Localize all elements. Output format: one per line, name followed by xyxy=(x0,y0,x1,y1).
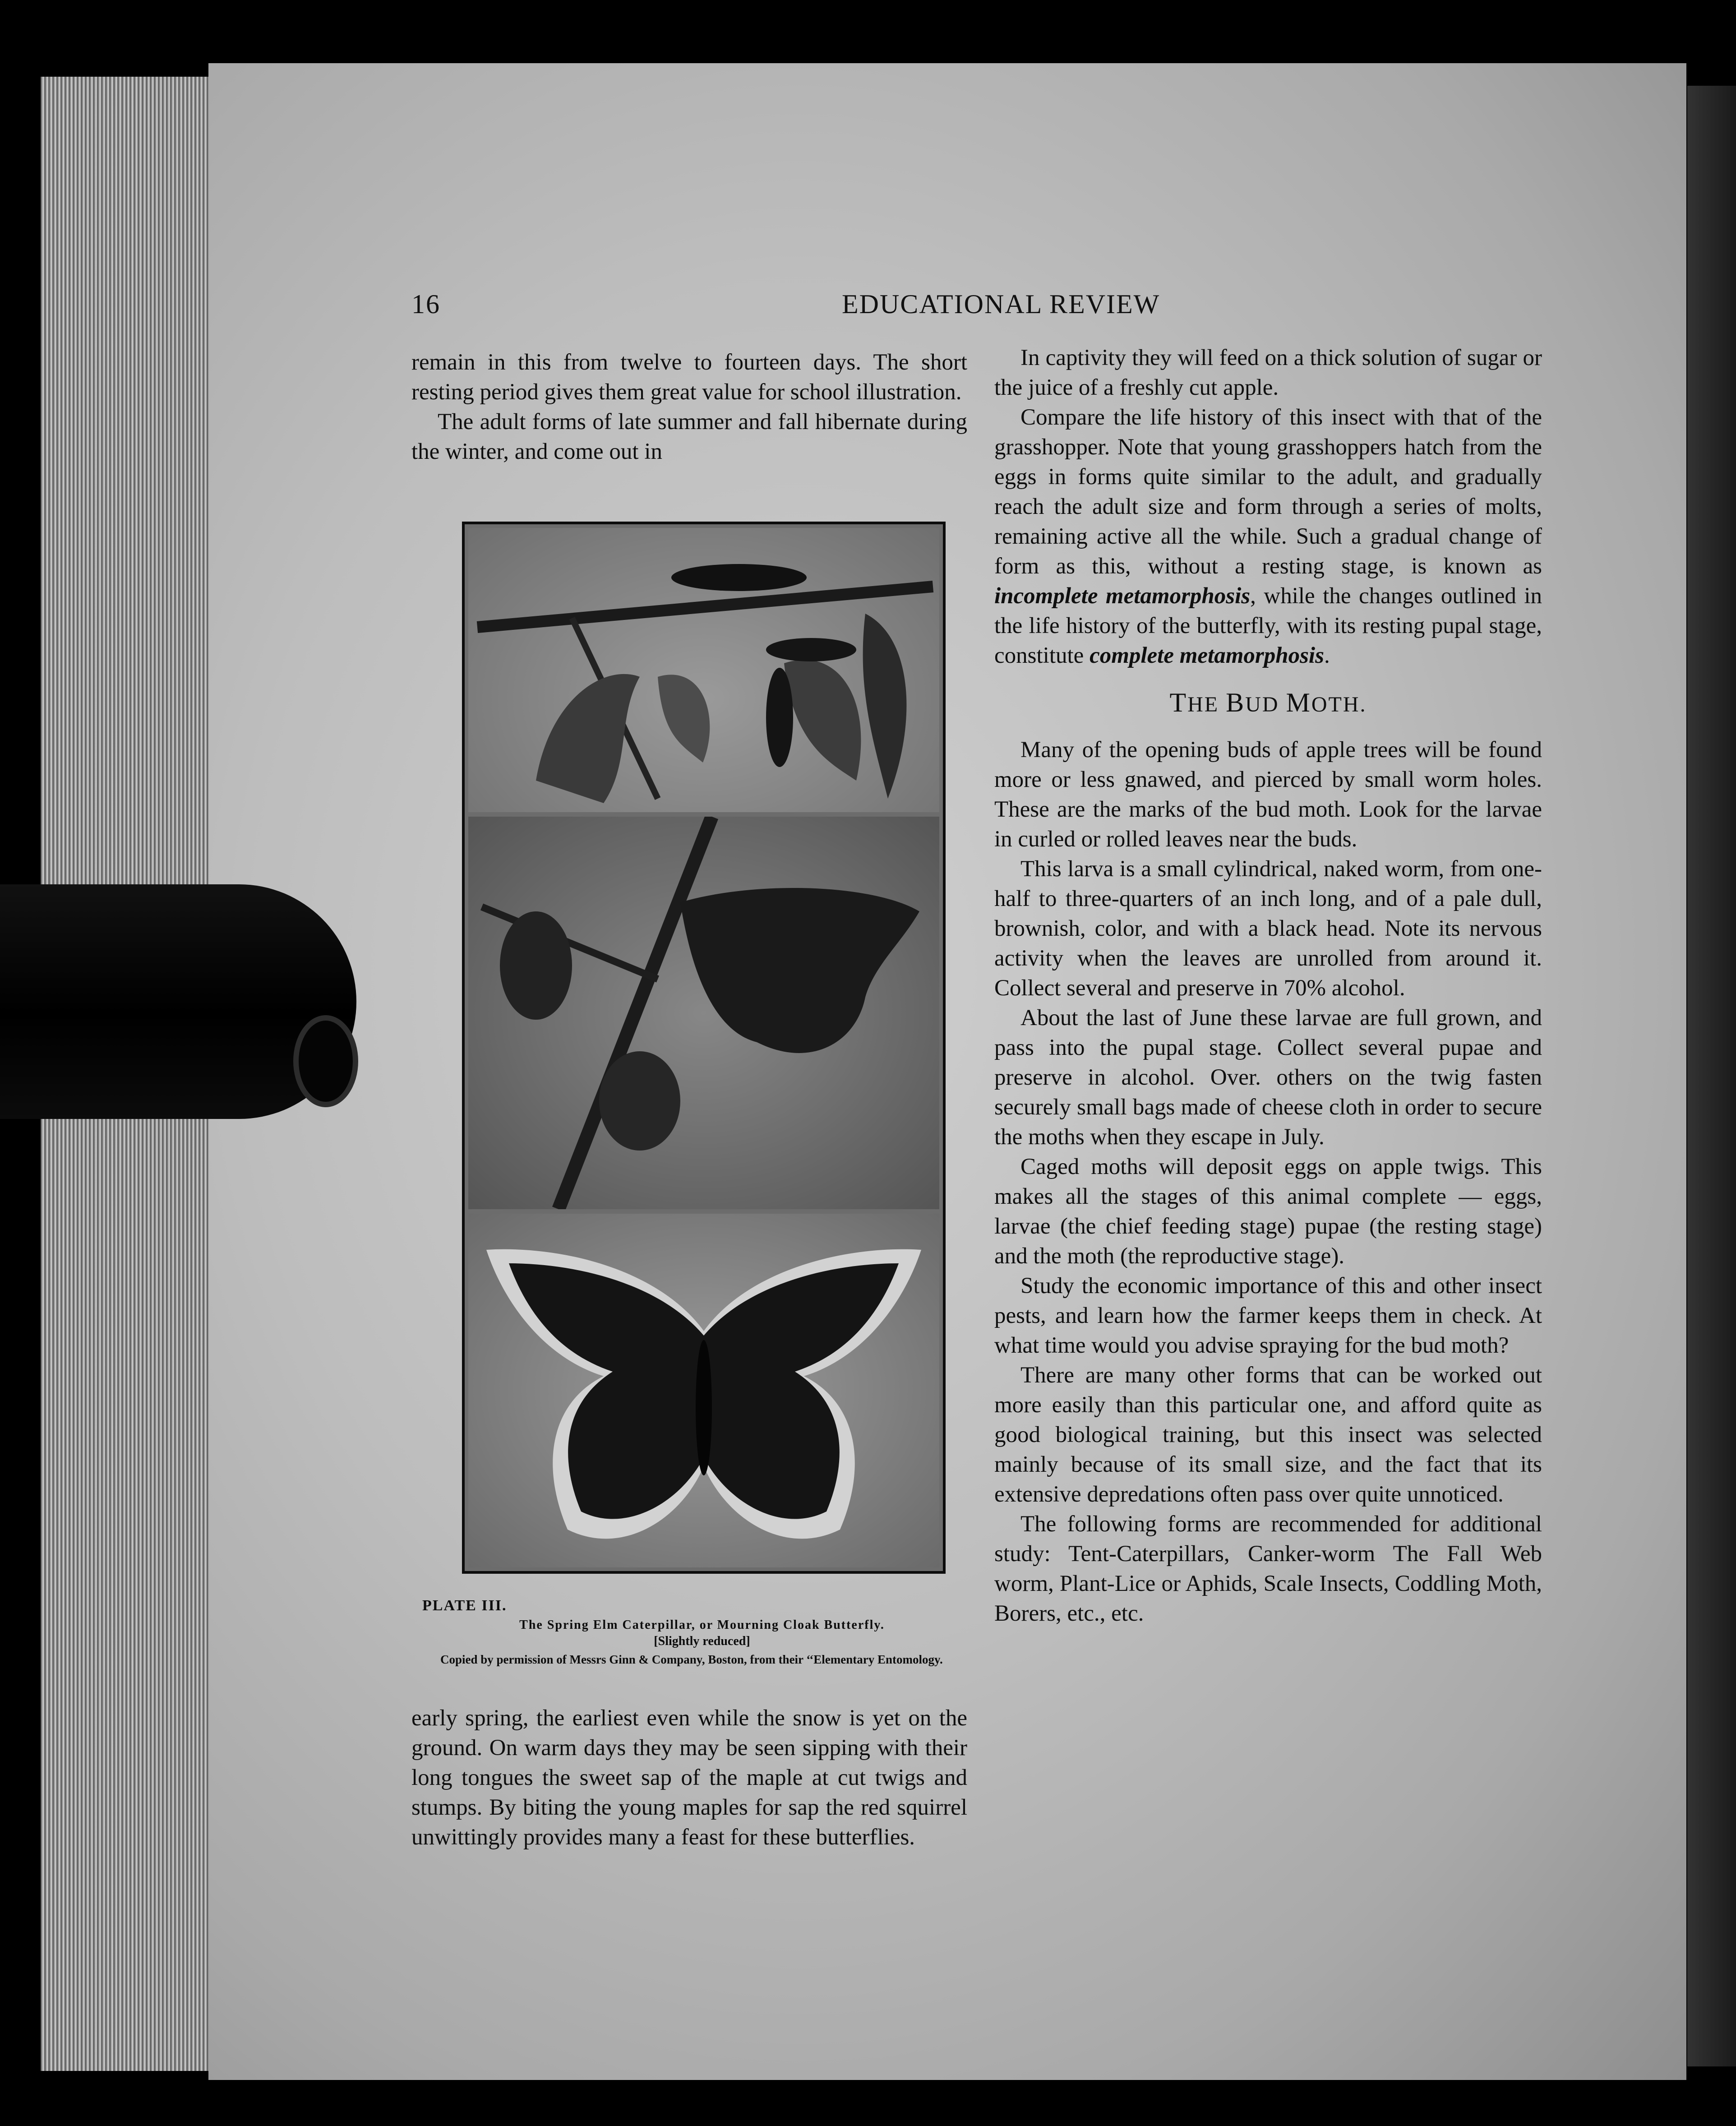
right-column xyxy=(994,343,1542,1628)
plate-figure xyxy=(462,522,946,1574)
paragraph-metamorphosis xyxy=(994,402,1542,670)
plate-label: PLATE III. xyxy=(422,1597,507,1614)
paragraph: About the last of June these larvae are full grown, and pass into the pupal stage. Collect several pupae and preserve in alcohol. Over. others on the twig fasten securely small bags made of cheese cloth in order to secure the moths when they escape in July. xyxy=(994,1005,1542,1150)
left-column-bottom xyxy=(411,1703,967,1852)
page-number: 16 xyxy=(411,289,440,319)
running-title: EDUCATIONAL REVIEW xyxy=(842,289,1160,319)
emphasis-incomplete-metamorphosis: incomplete metamorphosis xyxy=(994,583,1251,609)
plate-title: The Spring Elm Caterpillar, or Mourning Cloak Butterfly. xyxy=(519,1618,885,1632)
emphasis-complete-metamorphosis: complete metamorphosis xyxy=(1090,643,1324,668)
paragraph: There are many other forms that can be worked out more easily than this particular one, and afford quite as good biological training, but this insect was selected mainly because of its small size, and the fact that its extensive depredations often pass over quite unnoticed. xyxy=(994,1363,1542,1507)
paragraph: early spring, the earliest even while the snow is yet on the ground. On warm days they may be seen sipping with their long tongues the sweet sap of the maple at cut twigs and stumps. By biting the young maples for sap the red squirrel unwittingly provides many a feast for these butterflies. xyxy=(411,1705,967,1850)
plate-credit: Copied by permission of Messrs Ginn & Company, Boston, from their ‘‘Elementary Entomology. xyxy=(440,1653,943,1666)
butterfly-photo xyxy=(468,1214,939,1567)
paragraph: In captivity they will feed on a thick solution of sugar or the juice of a freshly cut apple. xyxy=(994,345,1542,400)
text-run: . xyxy=(1324,643,1330,668)
text-run: , while the changes outlined in the life history of the butterfly, with its resting pupal stage, constitute xyxy=(994,583,1542,668)
chrysalis-photo xyxy=(468,817,939,1209)
plate-note: [Slightly reduced] xyxy=(654,1634,750,1648)
thumbnail xyxy=(293,1015,358,1107)
plate-caption xyxy=(422,1597,982,1667)
caterpillar-photo xyxy=(468,528,939,812)
section-heading: THE BUD MOTH. xyxy=(1169,688,1367,717)
paragraph: Study the economic importance of this and other insect pests, and learn how the farmer keeps them in check. At what time would you advise spraying for the bud moth? xyxy=(994,1273,1542,1358)
text-run: Compare the life history of this insect with that of the grasshopper. Note that young grasshoppers hatch from the eggs in forms quite similar to the adult, and gradually reach the adult size and form through a series of molts, remaining active all the while. Such a gradual change of form as this, without a resting stage, is known as xyxy=(994,405,1542,579)
paragraph: Caged moths will deposit eggs on apple twigs. This makes all the stages of this animal complete — eggs, larvae (the chief feeding stage) pupae (the resting stage) and the moth (the reproductive stage). xyxy=(994,1154,1542,1269)
paragraph: remain in this from twelve to fourteen days. The short resting period gives them great value for school illustration. xyxy=(411,350,967,405)
left-column-top xyxy=(411,347,967,467)
paragraph: Many of the opening buds of apple trees will be found more or less gnawed, and pierced by small worm holes. These are the marks of the bud moth. Look for the larvae in curled or rolled leaves near the buds. xyxy=(994,737,1542,852)
book-right-edge xyxy=(1687,86,1736,2066)
paragraph: The adult forms of late summer and fall hibernate during the winter, and come out in xyxy=(411,409,967,464)
paragraph: This larva is a small cylindrical, naked worm, from one-half to three-quarters of an inch long, and of a pale dull, brownish, color, and with a black head. Note its nervous activity when the leaves are unrolled from around it. Collect several and preserve in 70% alcohol. xyxy=(994,856,1542,1001)
paragraph: The following forms are recommended for additional study: Tent-Caterpillars, Canker-worm The Fall Web worm, Plant-Lice or Aphids, Scale Insects, Coddling Moth, Borers, etc., etc. xyxy=(994,1511,1542,1626)
